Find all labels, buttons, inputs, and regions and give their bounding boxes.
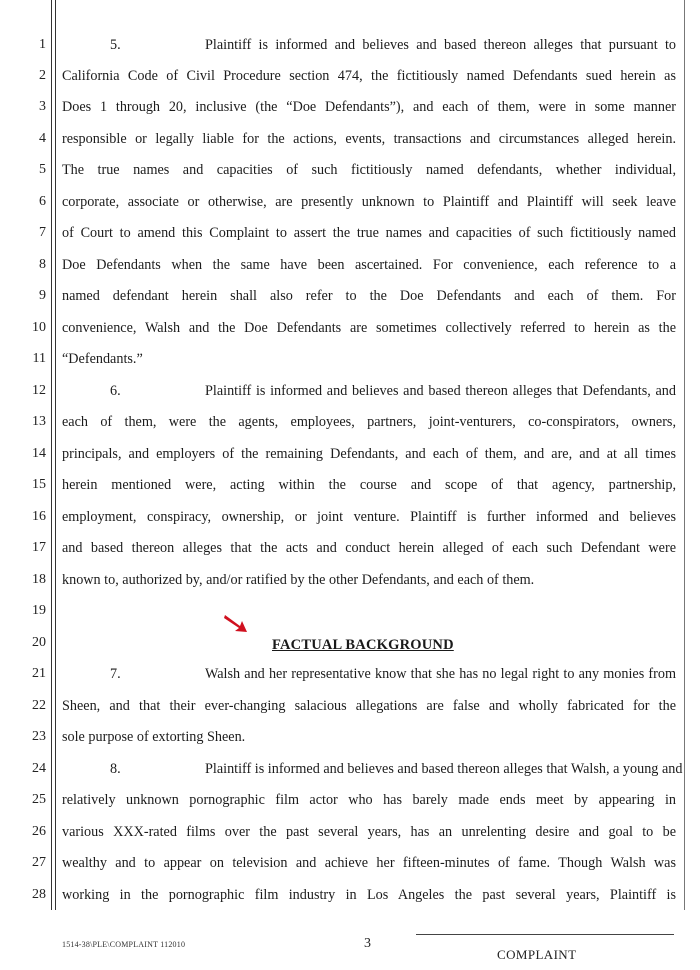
section-heading: FACTUAL BACKGROUND xyxy=(272,637,454,653)
page-number: 3 xyxy=(364,936,371,951)
paragraph-line: known to, authorized by, and/or ratified by the other Defendants, and each of them. xyxy=(62,572,535,588)
paragraph-line: employment, conspiracy, ownership, or joint venture. Plaintiff is further informed and believes xyxy=(62,509,676,525)
line-number: 4 xyxy=(39,131,46,146)
line-number: 25 xyxy=(32,792,46,807)
paragraph-line: various XXX-rated films over the past several years, has an unrelenting desire and goal to be xyxy=(62,824,676,840)
line-number: 6 xyxy=(39,194,46,209)
paragraph-line: herein mentioned were, acting within the course and scope of that agency, partnership, xyxy=(62,477,676,493)
paragraph-line: Plaintiff is informed and believes and based thereon alleges that Defendants, and xyxy=(205,383,676,399)
line-number: 10 xyxy=(32,320,46,335)
paragraph-number: 5. xyxy=(110,37,121,53)
paragraph-line: and based thereon alleges that the acts and conduct herein alleged of each such Defendant were xyxy=(62,540,676,556)
paragraph-line: Plaintiff is informed and believes and based thereon alleges that pursuant to xyxy=(205,37,676,53)
line-number: 17 xyxy=(32,540,46,555)
line-number: 5 xyxy=(39,162,46,177)
paragraph-line: “Defendants.” xyxy=(62,351,143,367)
left-margin-rule-inner xyxy=(55,0,56,910)
line-number: 18 xyxy=(32,572,46,587)
line-number: 26 xyxy=(32,824,46,839)
paragraph-line: responsible or legally liable for the actions, events, transactions and circumstances alleged herein. xyxy=(62,131,676,147)
red-arrow-icon xyxy=(223,612,249,634)
footer-divider xyxy=(416,934,674,935)
paragraph-line: Does 1 through 20, inclusive (the “Doe Defendants”), and each of them, were in some manner xyxy=(62,99,676,115)
paragraph-line: Walsh and her representative know that she has no legal right to any monies from xyxy=(205,666,676,682)
line-number: 15 xyxy=(32,477,46,492)
line-number: 19 xyxy=(32,603,46,618)
paragraph-line: principals, and employers of the remaining Defendants, and each of them, and are, and at all times xyxy=(62,446,676,462)
paragraph-line: each of them, were the agents, employees, partners, joint-venturers, co-conspirators, owners, xyxy=(62,414,676,430)
paragraph-line: of Court to amend this Complaint to assert the true names and capacities of such fictitiously named xyxy=(62,225,676,241)
line-number: 8 xyxy=(39,257,46,272)
paragraph-line: wealthy and to appear on television and achieve her fifteen-minutes of fame. Though Walsh was xyxy=(62,855,676,871)
line-number: 28 xyxy=(32,887,46,902)
line-number: 24 xyxy=(32,761,46,776)
paragraph-line: sole purpose of extorting Sheen. xyxy=(62,729,246,745)
line-number: 9 xyxy=(39,288,46,303)
paragraph-line: corporate, associate or otherwise, are presently unknown to Plaintiff and Plaintiff will seek leave xyxy=(62,194,676,210)
line-number: 7 xyxy=(39,225,46,240)
left-margin-rule xyxy=(51,0,52,910)
line-number: 3 xyxy=(39,99,46,114)
paragraph-number: 6. xyxy=(110,383,121,399)
line-number: 2 xyxy=(39,68,46,83)
paragraph-line: relatively unknown pornographic film actor who has barely made ends meet by appearing in xyxy=(62,792,676,808)
line-number: 21 xyxy=(32,666,46,681)
paragraph-line: Doe Defendants when the same have been ascertained. For convenience, each reference to a xyxy=(62,257,676,273)
line-number: 23 xyxy=(32,729,46,744)
line-number: 20 xyxy=(32,635,46,650)
line-number: 12 xyxy=(32,383,46,398)
line-number: 16 xyxy=(32,509,46,524)
paragraph-number: 8. xyxy=(110,761,121,777)
line-number: 14 xyxy=(32,446,46,461)
paragraph-line: California Code of Civil Procedure section 474, the fictitiously named Defendants sued herein as xyxy=(62,68,676,84)
paragraph-line: convenience, Walsh and the Doe Defendants are sometimes collectively referred to herein as the xyxy=(62,320,676,336)
right-margin-rule xyxy=(684,0,685,910)
line-number: 13 xyxy=(32,414,46,429)
paragraph-line: The true names and capacities of such fictitiously named defendants, whether individual, xyxy=(62,162,676,178)
line-number: 27 xyxy=(32,855,46,870)
line-number: 22 xyxy=(32,698,46,713)
line-number: 1 xyxy=(39,37,46,52)
paragraph-number: 7. xyxy=(110,666,121,682)
paragraph-line: named defendant herein shall also refer to the Doe Defendants and each of them. For xyxy=(62,288,676,304)
paragraph-line: Plaintiff is informed and believes and based thereon alleges that Walsh, a young and xyxy=(205,761,683,777)
paragraph-line: working in the pornographic film industry in Los Angeles the past several years, Plaintiff is xyxy=(62,887,676,903)
document-title: COMPLAINT xyxy=(497,947,577,962)
document-code: 1514-38\PLE\COMPLAINT 112010 xyxy=(62,940,186,949)
line-number: 11 xyxy=(32,351,46,366)
paragraph-line: Sheen, and that their ever-changing salacious allegations are false and wholly fabricated for the xyxy=(62,698,676,714)
